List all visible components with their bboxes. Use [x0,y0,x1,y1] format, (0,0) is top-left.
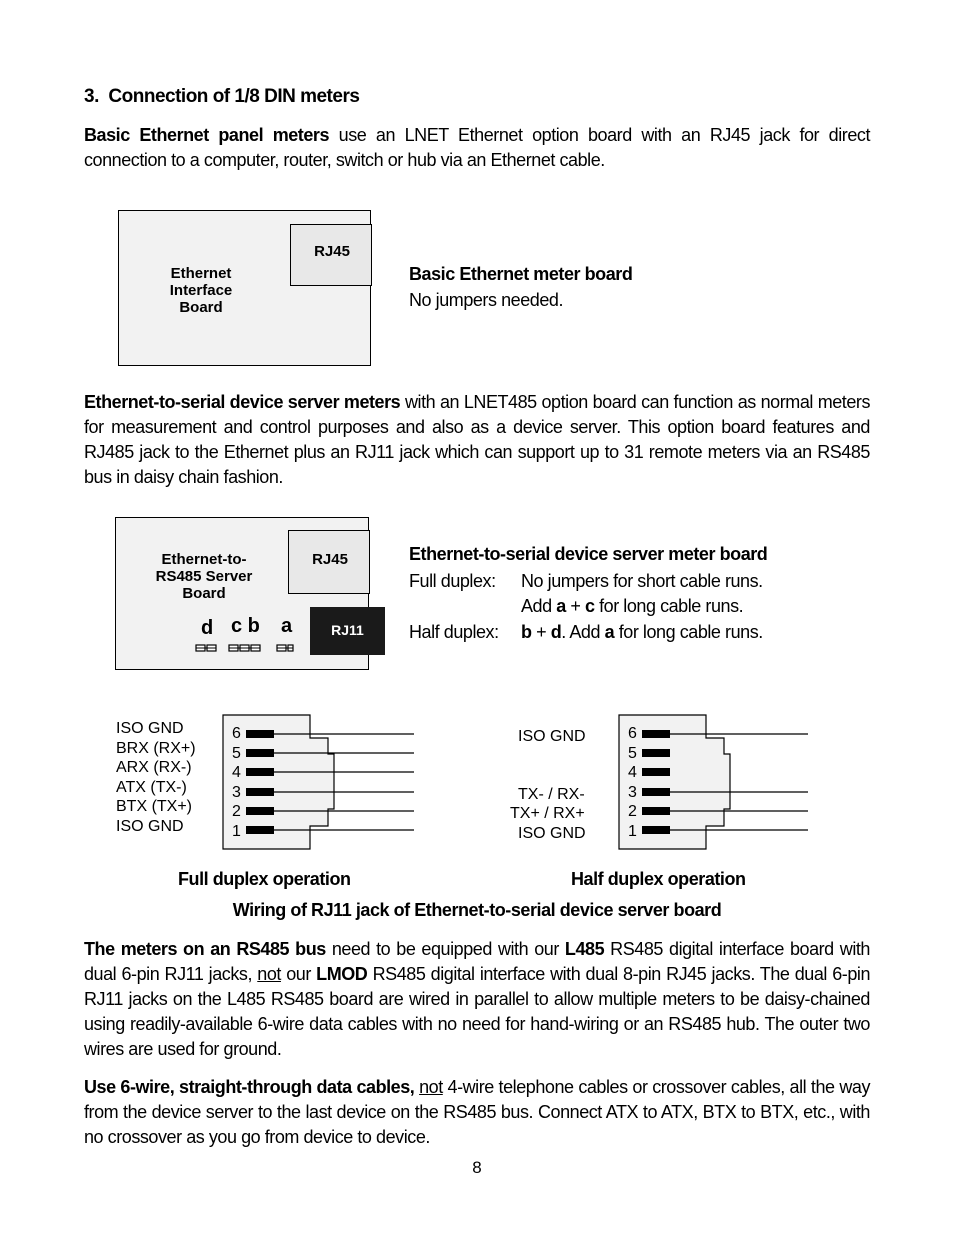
full-duplex-caption: Full duplex operation [178,869,351,889]
para2-text: with an LNET485 option board can function as normal meters for measurement and control purposes and also as a device server. This option board features and RJ485 jack to the Ethernet plus an RJ11 jack which can support up to 31 remote meters via an RS485 bus in daisy chain fashion. [84,392,870,487]
fd-pin-2: 2 [232,803,241,820]
para4-not: not [419,1077,443,1097]
board2-label-line2: RS485 Server [155,568,253,585]
board1-label-line2: Interface [169,282,233,299]
full-duplex-label: Full duplex: [409,571,496,591]
fd2-post: for long cable runs. [594,596,744,616]
hd-plus: + [531,622,551,642]
board2-label-line3: Board [182,585,226,602]
fd2-pre: Add [521,596,557,616]
hd-label-iso-top: ISO GND [518,728,586,745]
rj45-jack-2 [288,530,370,594]
fd-pin-1: 1 [232,822,241,840]
fd2-c: c [584,596,595,616]
ethernet-interface-board [118,210,371,366]
para1-text: use an LNET Ethernet option board with an RJ45 jack for direct connection to a computer, router, switch or hub via an Ethernet cable. [84,125,870,170]
para3-t3: our [280,964,317,984]
para4-bold: Use 6-wire, straight-through data cables, [84,1077,415,1097]
para-data-cables [84,1075,870,1150]
rj11-jack [310,607,385,655]
para-rs485-bus [84,937,870,1062]
jumper-a-label: a [281,615,293,637]
board1-label-line1: Ethernet [170,265,232,282]
hd-b: b [521,622,532,642]
section-title: Connection of 1/8 DIN meters [108,86,360,107]
half-duplex-label: Half duplex: [409,622,499,642]
rj45-label: RJ45 [314,243,350,260]
rj11-label: RJ11 [331,622,364,638]
hd-mid: . Add [561,622,605,642]
half-duplex-line [521,620,763,645]
hd-post: for long cable runs. [614,622,763,642]
hd-pin-5: 5 [628,744,637,762]
rj11-full-duplex-jack-icon [222,714,417,850]
fd2-a: a [556,596,566,616]
para4-text: 4-wire telephone cables or crossover cables, all the way from the device server to the last device on the RS485 bus. Connect ATX to ATX, BTX to BTX, etc., with no crossover as you go from device to device. [84,1077,870,1147]
board2-label [142,551,266,602]
para-basic-ethernet [84,123,870,173]
section-number: 3. [84,86,99,107]
fd-label-6: ISO GND [116,720,184,737]
wiring-caption: Wiring of RJ11 jack of Ethernet-to-serial device server board [232,900,722,920]
board1-label-line3: Board [179,299,223,316]
fd-label-5: BRX (RX+) [116,739,196,757]
para3-bold2: L485 [564,939,605,959]
para-device-server [84,390,870,490]
fd-pin-4: 4 [232,764,241,781]
jumper-cb-label: c b [231,615,260,637]
hd-d: d [550,622,562,642]
rj11-half-duplex-jack-icon [618,714,813,850]
para2-bold: Ethernet-to-serial device server meters [84,392,401,412]
fd2-plus: + [565,596,585,616]
fd-pin-6: 6 [232,725,241,742]
rj45-label-2: RJ45 [312,551,348,568]
fd-label-2: BTX (TX+) [116,798,193,815]
fd-label-1: ISO GND [116,817,184,835]
page-number: 8 [472,1158,482,1177]
jumper-pins-icon [194,642,294,654]
jumper-d-label: d [201,617,214,639]
hd-label-tx-minus: TX- / RX- [518,786,585,803]
para3-t1: need to be equipped with our [325,939,565,959]
diagram2-caption: Ethernet-to-serial device server meter board [409,544,768,564]
board1-label [155,265,247,316]
fd-pins [232,724,241,841]
para1-bold: Basic Ethernet panel meters [84,125,330,145]
hd-a: a [604,622,615,642]
full-duplex-line2 [521,594,743,619]
hd-label-iso-bottom: ISO GND [518,825,586,842]
fd-label-3: ATX (TX-) [116,778,187,796]
para3-bold3: LMOD [316,964,368,984]
para3-not: not [257,964,281,984]
fd-label-4: ARX (RX-) [116,759,192,776]
fd-labels [116,719,196,836]
hd-pin-2: 2 [628,803,637,820]
hd-pins [628,724,637,841]
hd-pin-6: 6 [628,725,637,742]
para3-t4: RS485 digital interface with dual 8-pin RJ45 jacks. The dual 6-pin RJ11 jacks on the L485 RS485 board are wired in parallel to allow multiple meters to be daisy-chained using readily-available 6-wire data cables with no need for hand-wiring or an RS485 hub. The outer two wires are used for ground. [84,964,871,1059]
fd-pin-5: 5 [232,744,241,762]
section-heading [84,86,359,108]
hd-pin-3: 3 [628,783,637,801]
board2-label-line1: Ethernet-to- [161,551,247,568]
para3-bold1: The meters on an RS485 bus [84,939,326,959]
full-duplex-line1: No jumpers for short cable runs. [521,571,763,591]
hd-pin-1: 1 [628,822,637,840]
half-duplex-caption: Half duplex operation [571,869,746,889]
hd-pin-4: 4 [628,764,637,781]
rj45-jack [290,224,372,286]
diagram1-note: No jumpers needed. [409,290,563,310]
hd-label-tx-plus: TX+ / RX+ [510,805,585,822]
para3-t2: RS485 digital interface board with dual 6-pin RJ11 jacks, [84,939,870,984]
diagram1-caption: Basic Ethernet meter board [409,264,633,284]
fd-pin-3: 3 [232,783,241,801]
